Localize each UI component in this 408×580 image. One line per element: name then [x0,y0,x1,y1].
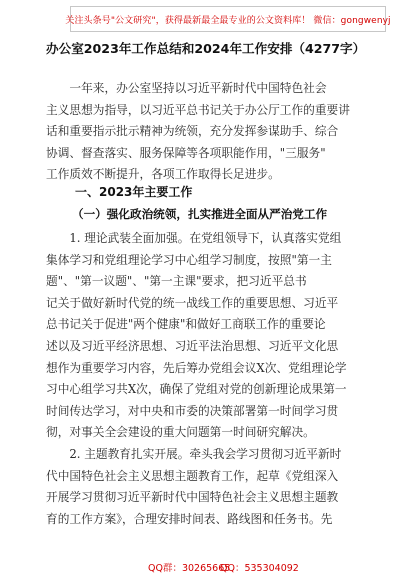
sub-heading: （一）强化政治统领，扎实推进全面从严治党工作 [72,207,328,221]
text-line: 协调、督查落实、服务保障等各项职能作用，"三服务" [46,145,326,160]
document-title: 办公室2023年工作总结和2024年工作安排（4277字） [46,41,366,56]
text-line: 集体学习和党组理论学习中心组学习制度，按照"第一主 [46,252,332,267]
text-line: 总书记关于促进"两个健康"和做好工商联工作的重要论 [46,317,326,332]
text-line: 开展学习贯彻习近平新时代中国特色社会主义思想主题教 [46,490,339,505]
text-line: 话和重要指示批示精神为统领，充分发挥参谋助手、综合 [46,124,339,139]
text-line: 想作为重要学习内容，先后筹办党组会议X次、党组理论学 [46,360,347,375]
qq-group-number: QQ群：30265665 [148,563,231,574]
qq-number: QQ：535304092 [220,563,299,574]
text-line: 述以及习近平经济思想、习近平法治思想、习近平文化思 [46,338,339,353]
text-line: 1. 理论武装全面加强。在党组领导下，认真落实党组 [46,231,342,245]
text-line: 彻，对事关全会建设的重大问题第一时间研究解决。 [46,425,315,440]
intro-paragraph [46,78,366,186]
text-line: 时间传达学习，对中央和市委的决策部署第一时间学习贯 [46,403,339,418]
contact-footer [0,560,408,576]
text-line: 工作质效不断提升，各项工作取得长足进步。 [46,167,280,182]
text-line: 2. 主题教育扎实开展。牵头我会学习贯彻习近平新时 [46,447,342,461]
text-line: 记关于做好新时代党的统一战线工作的重要思想、习近平 [46,295,339,310]
text-line: 代中国特色社会主义思想主题教育工作，起草《党组深入 [46,468,339,483]
text-line: 一年来，办公室坚持以习近平新时代中国特色社会 [46,81,327,95]
text-line: 习中心组学习共X次，确保了党组对党的创新理论成果第一 [46,382,347,397]
text-line: 题"、"第一议题"、"第一主课"要求，把习近平总书 [46,274,307,289]
paragraph-1 [46,228,366,444]
promo-banner: 关注头条号"公文研究"，获得最新最全最专业的公文资料库！ 微信：gongwenyj [70,6,386,32]
text-line: 主义思想为指导，以习近平总书记关于办公厅工作的重要讲 [46,102,350,117]
section-heading: 一、2023年主要工作 [75,185,193,199]
paragraph-2 [46,444,366,530]
text-line: 育的工作方案》，合理安排时间表、路线图和任务书。先 [46,511,333,526]
